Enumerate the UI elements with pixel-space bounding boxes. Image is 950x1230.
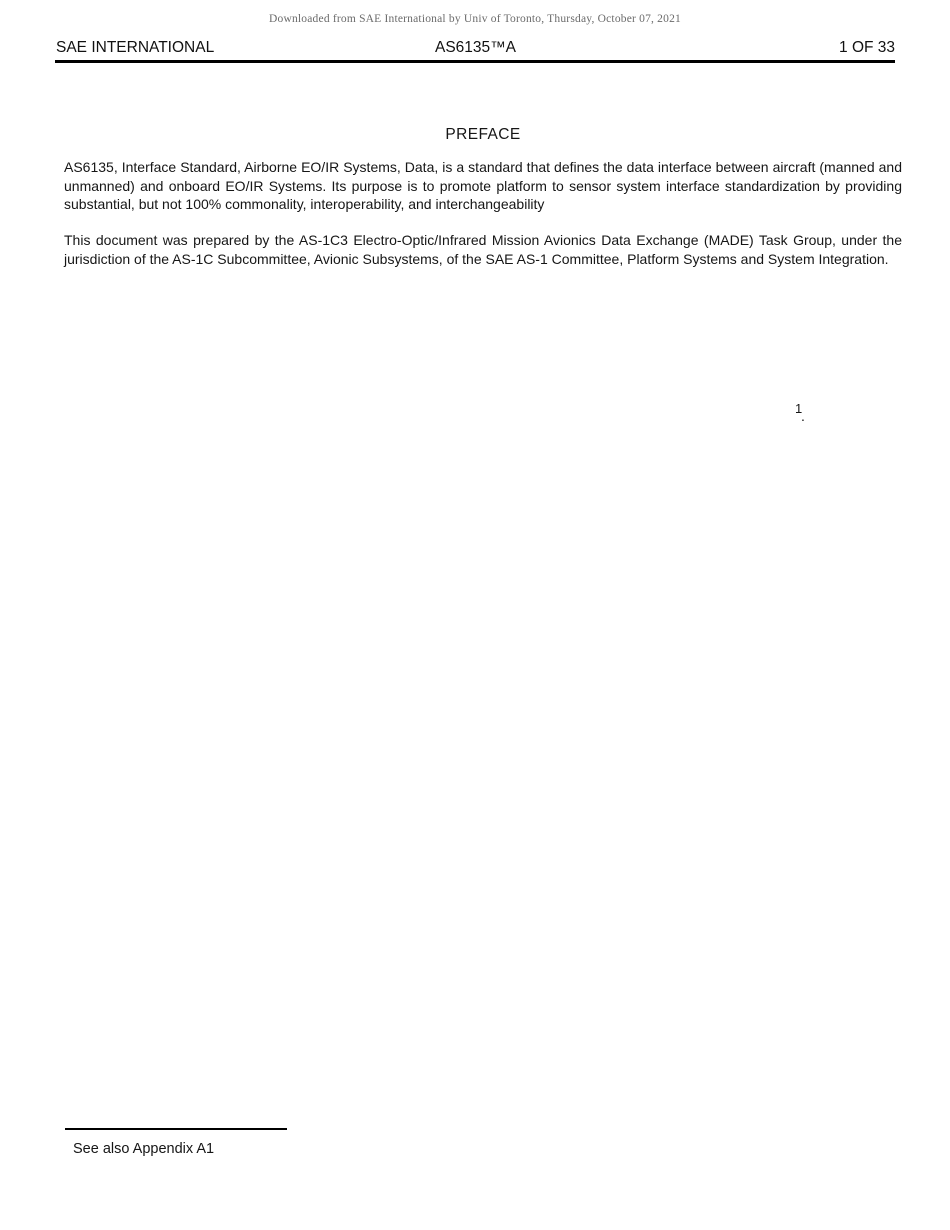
paragraph: This document was prepared by the AS-1C3 Electro-Optic/Infrared Mission Avionics Data Exchange (MADE) Task Group, under the jurisdiction of the AS-1C Subcommittee, Avionic Subsystems, of the SAE AS-1 Committee, Platform Systems and System Integration. [64, 232, 902, 267]
header-rule [55, 60, 895, 63]
header-organization: SAE INTERNATIONAL [56, 39, 215, 56]
footnote-text: See also Appendix A1 [73, 1141, 215, 1157]
header-document-number: AS6135™A [435, 39, 516, 56]
footnote-separator-rule [65, 1128, 287, 1130]
body-text [64, 158, 902, 268]
header-page-indicator: 1 OF 33 [839, 39, 896, 56]
page-title: PREFACE [445, 126, 521, 143]
paragraph: AS6135, Interface Standard, Airborne EO/IR Systems, Data, is a standard that defines the data interface between aircraft (manned and unmanned) and onboard EO/IR Systems. Its purpose is to promote platform to sensor system interface standardization by providing substantial, but not 100% commonality, interoperability, and interchangeability [64, 159, 902, 213]
footnote-reference-number: 1 [795, 401, 803, 416]
page-header [56, 39, 895, 57]
footnote-reference-period: . [801, 408, 805, 424]
download-notice: Downloaded from SAE International by Univ of Toronto, Thursday, October 07, 2021 [269, 13, 681, 25]
